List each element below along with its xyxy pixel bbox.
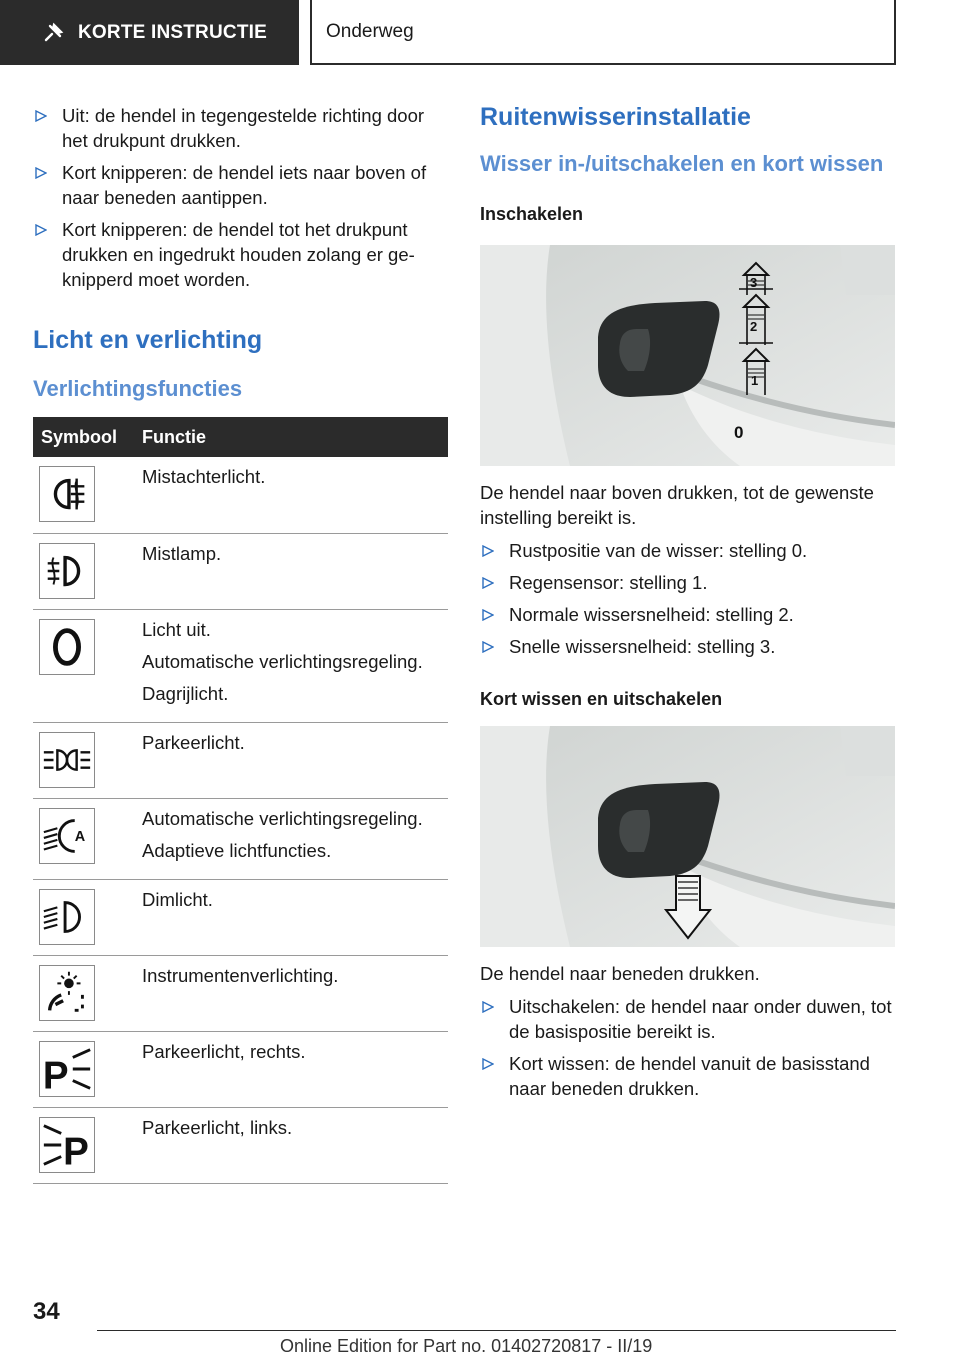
fog-light-icon	[39, 543, 95, 599]
list-item	[33, 103, 448, 153]
function-text: Parkeerlicht, links.	[142, 1116, 293, 1138]
list-item	[33, 217, 448, 292]
list-item	[480, 602, 896, 627]
triangle-bullet-icon	[482, 1058, 494, 1070]
low-beam-icon	[39, 889, 95, 945]
parking-left-icon	[39, 1117, 95, 1173]
position-label-0: 0	[734, 423, 744, 442]
function-text: Automatische verlichtingsregeling.	[142, 650, 423, 672]
column-header-symbol: Symbool	[33, 417, 134, 457]
function-text: Licht uit.	[142, 618, 211, 640]
position-label-3: 3	[750, 275, 758, 290]
subheading-short-wipe: Kort wissen en uitschakelen	[480, 689, 723, 709]
list-item-text: Normale wissersnelheid: stelling 2.	[509, 604, 794, 625]
function-text: Mistlamp.	[142, 542, 222, 564]
rear-fog-light-icon	[39, 466, 95, 522]
paragraph-push-down: De hendel naar beneden drukken.	[480, 963, 760, 984]
triangle-bullet-icon	[35, 167, 47, 179]
list-item-text: Uitschakelen: de hendel naar onder duwen, tot de basispositie bereikt is.	[509, 996, 892, 1042]
table-row	[33, 879, 448, 955]
page-number: 34	[33, 1298, 60, 1325]
left-column	[33, 103, 448, 1184]
list-item-text: Snelle wissersnelheid: stelling 3.	[509, 636, 776, 657]
list-item-text: Regensensor: stelling 1.	[509, 572, 708, 593]
instrument-light-icon	[39, 965, 95, 1021]
triangle-bullet-icon	[482, 1001, 494, 1013]
parking-right-icon	[39, 1041, 95, 1097]
list-item	[480, 1051, 896, 1101]
svg-text:P: P	[42, 1053, 69, 1097]
list-item-text: Rustpositie van de wisser: stelling 0.	[509, 540, 808, 561]
subheading-switch-on: Inschakelen	[480, 204, 584, 224]
list-item	[480, 538, 896, 563]
list-item-text: Kort knipperen: de hendel iets naar boven of naar beneden aantippen.	[62, 162, 427, 208]
function-text: Instrumentenverlichting.	[142, 964, 339, 986]
subheading-lighting-functions: Verlichtingsfuncties	[33, 376, 243, 401]
function-text: Dimlicht.	[142, 888, 213, 910]
wiper-lever-down-image	[480, 726, 895, 947]
function-text: Adaptieve lichtfuncties.	[142, 839, 332, 861]
function-text: Automatische verlichtingsregeling.	[142, 807, 423, 829]
paragraph-switch-on: De hendel naar boven drukken, tot de gewenste instelling bereikt is.	[480, 482, 874, 528]
pin-icon	[42, 22, 64, 44]
triangle-bullet-icon	[35, 110, 47, 122]
section-title	[310, 0, 896, 65]
chapter-tab[interactable]	[0, 0, 299, 65]
svg-text:P: P	[63, 1129, 89, 1173]
list-item	[480, 994, 896, 1044]
wiper-lever-up-image	[480, 245, 895, 466]
right-column	[480, 103, 896, 1108]
function-text: Parkeerlicht.	[142, 731, 245, 753]
list-item	[480, 634, 896, 659]
lighting-functions-table	[33, 417, 448, 1184]
list-item-text: Uit: de hendel in tegengestelde richting door het drukpunt drukken.	[62, 105, 425, 151]
table-row	[33, 722, 448, 798]
parking-light-icon	[39, 732, 95, 788]
table-row	[33, 1031, 448, 1107]
function-text: Dagrijlicht.	[142, 682, 229, 704]
section-label: Onderweg	[326, 20, 414, 42]
heading-lighting: Licht en verlichting	[33, 326, 263, 354]
position-label-1: 1	[751, 373, 759, 388]
triangle-bullet-icon	[482, 545, 494, 557]
auto-light-icon	[39, 808, 95, 864]
triangle-bullet-icon	[482, 609, 494, 621]
triangle-bullet-icon	[35, 224, 47, 236]
heading-wipers: Ruitenwisserinstallatie	[480, 103, 751, 131]
table-row	[33, 955, 448, 1031]
table-row	[33, 1107, 448, 1183]
position-label-2: 2	[750, 319, 758, 334]
table-row	[33, 798, 448, 879]
triangle-bullet-icon	[482, 577, 494, 589]
table-row	[33, 609, 448, 722]
chapter-title: KORTE INSTRUCTIE	[78, 21, 267, 43]
function-text: Mistachterlicht.	[142, 466, 266, 487]
column-header-function: Functie	[134, 417, 448, 457]
list-item	[480, 570, 896, 595]
table-row	[33, 533, 448, 609]
triangle-bullet-icon	[482, 641, 494, 653]
edition-info: Online Edition for Part no. 01402720817 - II/19	[280, 1336, 653, 1356]
list-item	[33, 160, 448, 210]
list-item-text: Kort wissen: de hendel vanuit de basisstand naar beneden drukken.	[509, 1053, 870, 1099]
light-off-icon	[39, 619, 95, 675]
subheading-wiper-switch: Wisser in-/uitschakelen en kort wissen	[480, 151, 884, 176]
footer-divider	[97, 1330, 896, 1331]
table-row	[33, 457, 448, 533]
list-item-text: Kort knipperen: de hendel tot het drukpunt drukken en ingedrukt houden zolang er geknipperd moet worden.	[62, 219, 415, 290]
svg-text:A: A	[74, 828, 86, 845]
function-text: Parkeerlicht, rechts.	[142, 1040, 306, 1062]
